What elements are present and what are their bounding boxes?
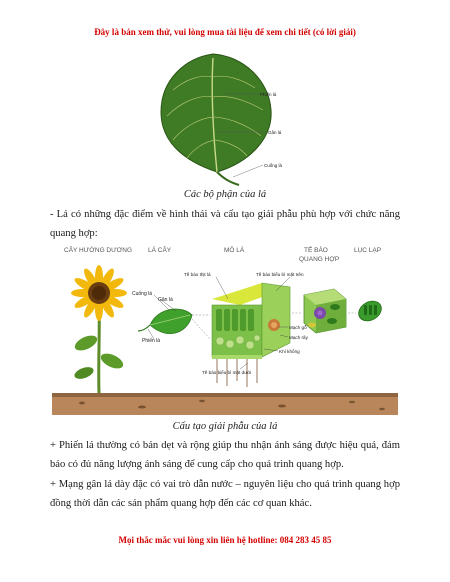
sunflower-illustration <box>71 265 127 393</box>
header-sunflower: CÂY HƯỚNG DƯƠNG <box>64 247 132 254</box>
leaf-tissue-illustration <box>184 271 309 387</box>
label-blade: Phiến lá <box>142 338 161 344</box>
bullet-vein-network: + Mạng gân lá dày đặc có vai trò dẫn nước – nguyên liệu cho quá trình quang hợp đồng thời dẫn các sản phẩm quang hợp đến các cơ quan khác. <box>50 479 400 509</box>
preview-notice-banner: Đây là bản xem thử, vui lòng mua tài liệu để xem chi tiết (có lời giải) <box>94 27 356 37</box>
anatomy-figure-caption: Cấu tạo giải phẫu của lá <box>172 421 278 432</box>
leaf-label-blade: Phiến lá <box>260 92 277 97</box>
label-upper-epidermis: Tế bào biểu bì mặt trên <box>256 272 304 277</box>
header-tissue: MÔ LÁ <box>224 247 245 254</box>
intro-paragraph: - Lá có những đặc điểm về hình thái và cấu tạo giải phẫu phù hợp với chức năng quang hợp: <box>50 209 400 239</box>
label-lower-epidermis: Tế bào biểu bì mặt dưới <box>202 370 252 375</box>
header-leaf: LÁ CÂY <box>148 247 172 254</box>
label-petiole: Cuống lá <box>132 291 153 297</box>
header-cell-line1: TẾ BÀO <box>304 247 328 254</box>
bullet-blade-shape: + Phiến lá thường có bản dẹt và rộng giúp thu nhận ánh sáng được hiệu quả, đảm bảo có đủ năng lượng ánh sáng để cung cấp cho quá trình quang hợp. <box>50 440 400 470</box>
header-chloroplast: LỤC LẠP <box>354 247 382 254</box>
leaf-figure-caption: Các bộ phận của lá <box>183 189 267 200</box>
label-phloem: Mạch rây <box>289 335 308 340</box>
leaf-diagram <box>155 52 295 187</box>
label-xylem: Mạch gỗ <box>289 325 307 330</box>
chloroplast-illustration <box>355 297 385 325</box>
photosynthetic-cell-illustration <box>304 289 346 333</box>
petiole-shape <box>217 172 239 185</box>
single-leaf-illustration <box>132 291 192 344</box>
leaf-label-petiole: Cuống lá <box>264 163 283 168</box>
header-cell-line2: QUANG HỢP <box>299 256 340 263</box>
label-mesophyll: Tế bào thịt lá <box>184 272 211 277</box>
label-stoma: Khí khổng <box>279 349 300 354</box>
leaf-anatomy-diagram <box>52 243 398 418</box>
hotline-banner: Mọi thắc mắc vui lòng xin liên hệ hotline: 084 283 45 85 <box>118 535 332 545</box>
label-vein: Gân lá <box>158 297 173 303</box>
leaf-label-vein: Gân lá <box>268 130 282 135</box>
